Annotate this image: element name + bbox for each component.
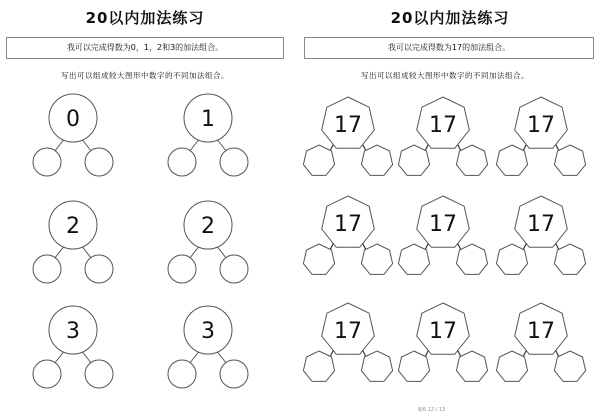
answer-part-circle[interactable] — [85, 255, 113, 283]
number-bond — [398, 97, 487, 175]
whole-number: 17 — [429, 319, 457, 344]
answer-part-heptagon[interactable] — [496, 145, 527, 175]
whole-number: 3 — [201, 319, 215, 344]
number-bond — [33, 201, 113, 283]
answer-part-circle[interactable] — [220, 360, 248, 388]
whole-number: 17 — [429, 113, 457, 138]
answer-part-circle[interactable] — [220, 148, 248, 176]
number-bond — [496, 97, 585, 175]
right-worksheet — [300, 0, 600, 420]
whole-number: 3 — [66, 319, 80, 344]
page-indicator: 8/6 12 / 13 — [418, 407, 446, 413]
number-bond — [398, 196, 487, 274]
answer-part-heptagon[interactable] — [456, 351, 487, 381]
answer-part-heptagon[interactable] — [496, 351, 527, 381]
number-bond — [168, 306, 248, 388]
answer-part-circle[interactable] — [168, 148, 196, 176]
answer-part-circle[interactable] — [220, 255, 248, 283]
answer-part-heptagon[interactable] — [361, 244, 392, 274]
number-bond — [33, 306, 113, 388]
answer-part-heptagon[interactable] — [398, 244, 429, 274]
number-bond — [398, 303, 487, 381]
whole-number: 17 — [334, 212, 362, 237]
answer-part-circle[interactable] — [33, 255, 61, 283]
answer-part-heptagon[interactable] — [361, 145, 392, 175]
number-bond — [168, 94, 248, 176]
answer-part-heptagon[interactable] — [456, 145, 487, 175]
answer-part-heptagon[interactable] — [554, 351, 585, 381]
whole-number: 17 — [527, 113, 555, 138]
whole-number: 17 — [334, 319, 362, 344]
answer-part-circle[interactable] — [33, 148, 61, 176]
answer-part-heptagon[interactable] — [303, 351, 334, 381]
number-bond-area — [300, 0, 600, 420]
answer-part-circle[interactable] — [33, 360, 61, 388]
answer-part-heptagon[interactable] — [398, 351, 429, 381]
answer-part-heptagon[interactable] — [361, 351, 392, 381]
whole-number: 17 — [334, 113, 362, 138]
answer-part-heptagon[interactable] — [398, 145, 429, 175]
whole-number: 2 — [66, 214, 80, 239]
whole-number: 17 — [527, 212, 555, 237]
worksheet-subtitle: 写出可以组成较大图形中数字的不同加法组合。 — [361, 71, 529, 80]
answer-part-heptagon[interactable] — [303, 244, 334, 274]
answer-part-circle[interactable] — [85, 148, 113, 176]
number-bond-area — [0, 0, 290, 420]
answer-part-circle[interactable] — [168, 360, 196, 388]
whole-number: 2 — [201, 214, 215, 239]
worksheet-title: 20以内加法练习 — [390, 9, 510, 27]
answer-part-circle[interactable] — [85, 360, 113, 388]
number-bond — [168, 201, 248, 283]
answer-part-circle[interactable] — [168, 255, 196, 283]
worksheet-subtitle: 写出可以组成较大图形中数字的不同加法组合。 — [61, 71, 229, 80]
number-bond — [496, 196, 585, 274]
answer-part-heptagon[interactable] — [554, 244, 585, 274]
whole-number: 17 — [527, 319, 555, 344]
whole-number: 0 — [66, 107, 80, 132]
whole-number: 17 — [429, 212, 457, 237]
instruction-box: 我可以完成得数为17的加法组合。 — [304, 37, 594, 59]
number-bond — [33, 94, 113, 176]
instruction-box: 我可以完成得数为0，1，2和3的加法组合。 — [6, 37, 284, 59]
number-bond — [496, 303, 585, 381]
number-bond — [303, 97, 392, 175]
answer-part-heptagon[interactable] — [456, 244, 487, 274]
number-bond — [303, 196, 392, 274]
answer-part-heptagon[interactable] — [303, 145, 334, 175]
worksheet-title: 20以内加法练习 — [85, 9, 205, 27]
answer-part-heptagon[interactable] — [496, 244, 527, 274]
left-worksheet — [0, 0, 290, 420]
number-bond — [303, 303, 392, 381]
answer-part-heptagon[interactable] — [554, 145, 585, 175]
whole-number: 1 — [201, 107, 215, 132]
